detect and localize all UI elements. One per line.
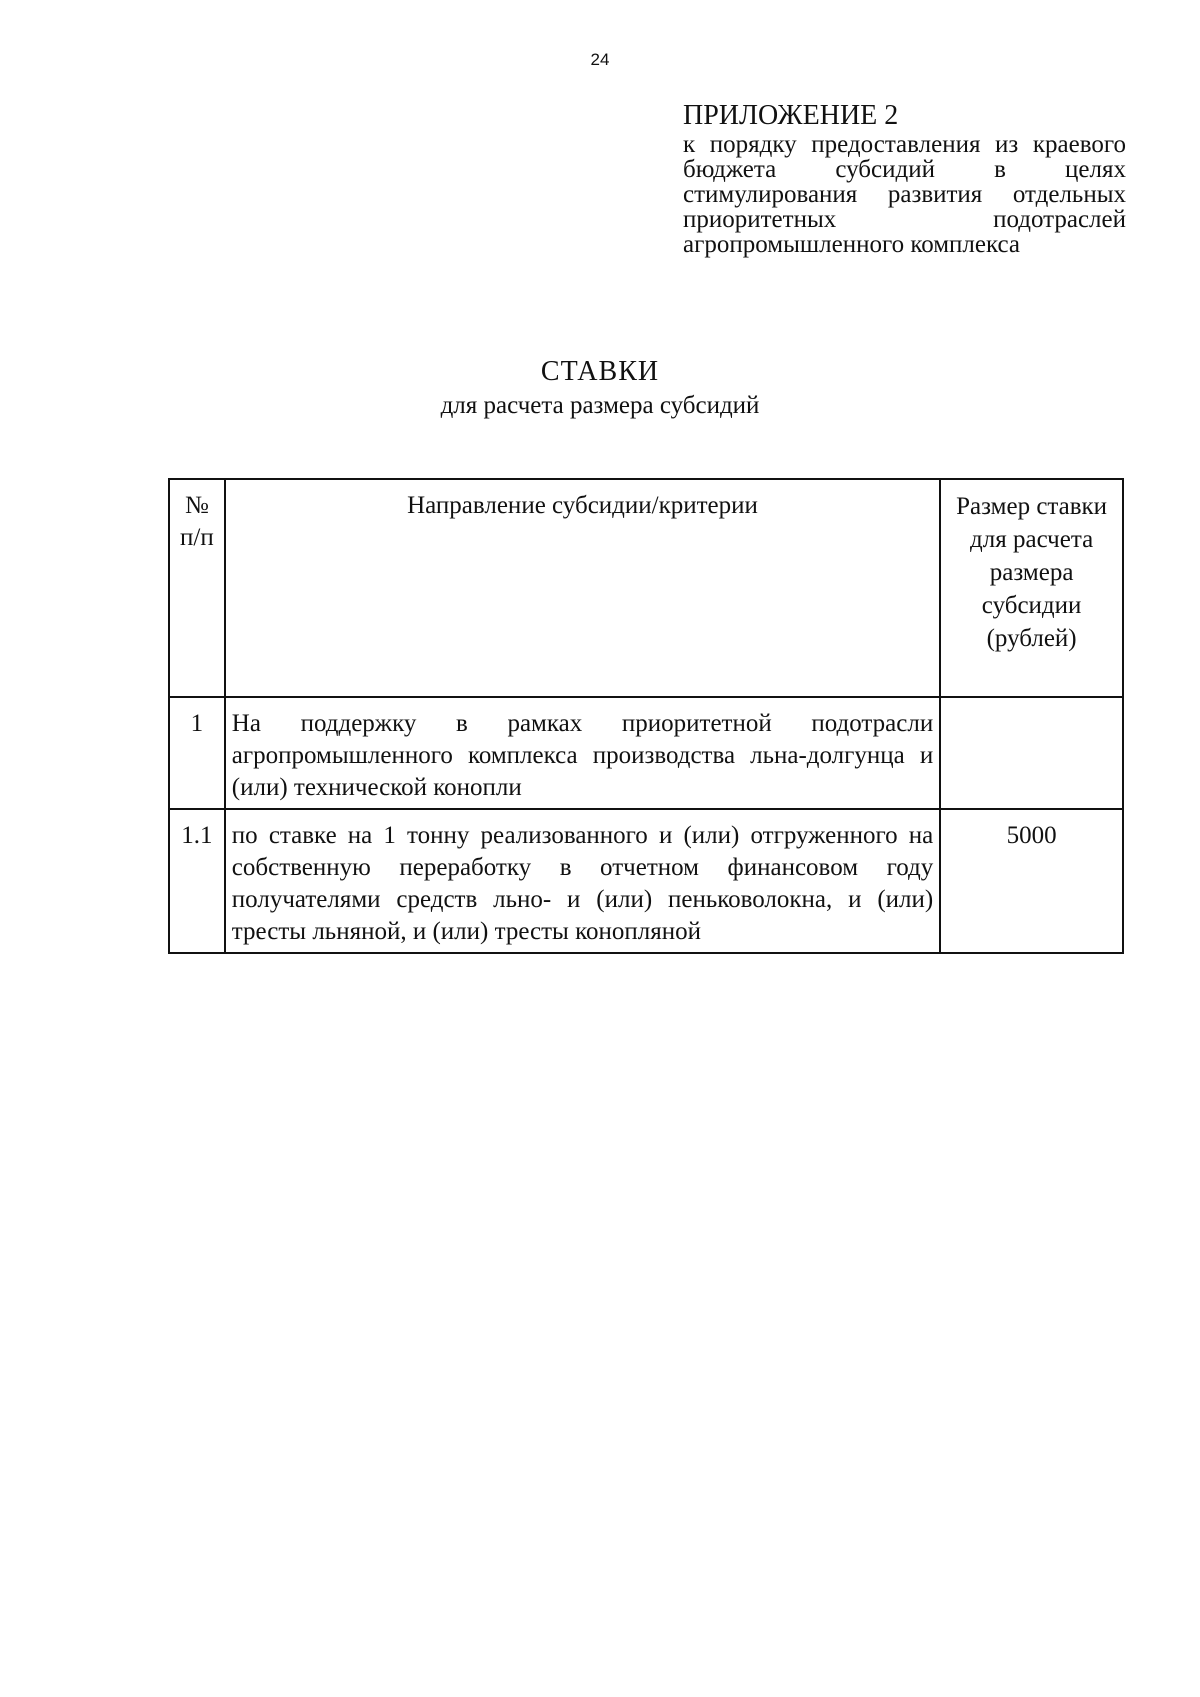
- row-rate: [940, 697, 1123, 809]
- table-header-row: [169, 479, 1123, 697]
- rates-table: [168, 478, 1124, 954]
- table-row: [169, 809, 1123, 953]
- header-number: № п/п: [169, 479, 225, 697]
- row-direction: На поддержку в рамках приоритетной подотрасли агропромышленного комплекса производства льна-долгунца и (или) технической конопли: [225, 697, 940, 809]
- header-direction: Направление субсидии/критерии: [225, 479, 940, 697]
- row-number: 1: [169, 697, 225, 809]
- row-rate: 5000: [940, 809, 1123, 953]
- document-subtitle: для расчета размера субсидий: [440, 392, 760, 419]
- document-title: СТАВКИ: [540, 356, 660, 387]
- appendix-title: ПРИЛОЖЕНИЕ 2: [683, 100, 899, 131]
- row-number: 1.1: [169, 809, 225, 953]
- appendix-text: к порядку предоставления из краевого бюджета субсидий в целях стимулирования развития отдельных приоритетных подотраслей агропромышленного комплекса: [683, 131, 1126, 258]
- page-number: 24: [590, 50, 610, 69]
- header-rate: Размер ставки для расчета размера субсидии (рублей): [940, 479, 1123, 697]
- appendix-block: [683, 100, 1126, 257]
- row-direction: по ставке на 1 тонну реализованного и (или) отгруженного на собственную переработку в отчетном финансовом году получателями средств льно- и (или) пеньковолокна, и (или) тресты льняной, и (или) тресты конопляной: [225, 809, 940, 953]
- table-row: [169, 697, 1123, 809]
